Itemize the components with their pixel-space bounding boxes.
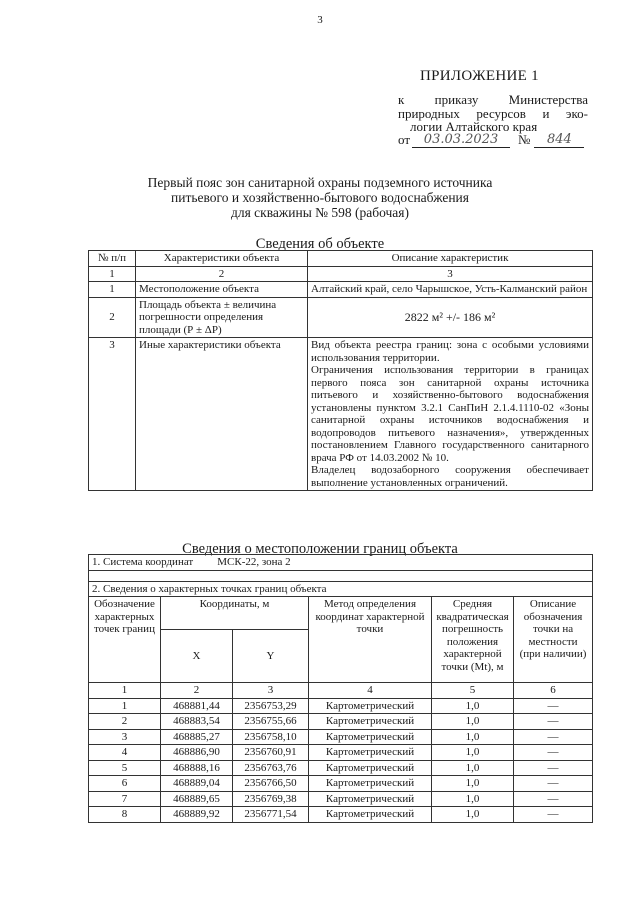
title-line: Первый пояс зон санитарной охраны подземного источника	[147, 175, 493, 190]
characteristic-name: Местоположение объекта	[136, 282, 308, 298]
table-row	[89, 297, 593, 338]
object-info-table	[88, 250, 593, 491]
row-number: 2	[89, 297, 136, 338]
header-number: 2	[136, 266, 308, 282]
coord-x: 468881,44	[161, 698, 233, 714]
header-cell: Обозначение характерных точек границ	[89, 597, 161, 683]
page-number: 3	[317, 14, 323, 26]
coord-y: 2356763,76	[233, 760, 309, 776]
method: Картометрический	[309, 714, 432, 730]
coord-x: 468888,16	[161, 760, 233, 776]
coord-system-row	[89, 555, 593, 571]
method: Картометрический	[309, 729, 432, 745]
table-row	[89, 776, 593, 792]
table-number-row	[89, 266, 593, 282]
method: Картометрический	[309, 760, 432, 776]
coord-y: 2356760,91	[233, 745, 309, 761]
header-cell: Описание характеристик	[308, 251, 593, 267]
method: Картометрический	[309, 745, 432, 761]
description: —	[514, 698, 593, 714]
points-label-row	[89, 581, 593, 597]
table-row	[89, 807, 593, 823]
table-header-row	[89, 597, 593, 630]
table-row	[89, 714, 593, 730]
description: —	[514, 760, 593, 776]
header-number: 5	[432, 683, 514, 699]
characteristic-value	[308, 338, 593, 491]
coord-system-value: МСК-22, зона 2	[217, 556, 291, 568]
point-id: 7	[89, 791, 161, 807]
description: —	[514, 714, 593, 730]
header-number: 1	[89, 266, 136, 282]
header-number: 4	[309, 683, 432, 699]
table-row	[89, 338, 593, 491]
title-line: для скважины № 598 (рабочая)	[230, 205, 410, 220]
appendix-line-3: логии Алтайского края	[410, 119, 538, 134]
header-cell: № п/п	[89, 251, 136, 267]
coord-y: 2356755,66	[233, 714, 309, 730]
table-number-row	[89, 683, 593, 699]
spacer-cell	[89, 570, 593, 581]
method: Картометрический	[309, 776, 432, 792]
header-cell: Координаты, м	[161, 597, 309, 630]
order-number: 844	[534, 133, 584, 148]
coord-system-cell	[89, 555, 593, 571]
header-cell: Средняя квадратическая погрешность положения характерной точки (Mt), м	[432, 597, 514, 683]
value-paragraph: Вид объекта реестра границ: зона с особыми условиями использования территории.	[311, 339, 589, 364]
header-cell-y: Y	[233, 630, 309, 683]
coord-y: 2356769,38	[233, 791, 309, 807]
accuracy: 1,0	[432, 745, 514, 761]
point-id: 3	[89, 729, 161, 745]
accuracy: 1,0	[432, 760, 514, 776]
point-id: 4	[89, 745, 161, 761]
points-label-cell: 2. Сведения о характерных точках границ объекта	[89, 581, 593, 597]
coord-y: 2356771,54	[233, 807, 309, 823]
coord-x: 468886,90	[161, 745, 233, 761]
method: Картометрический	[309, 807, 432, 823]
title-line: питьевого и хозяйственно-бытового водоснабжения	[171, 190, 469, 205]
header-cell-x: X	[161, 630, 233, 683]
row-number: 1	[89, 282, 136, 298]
point-id: 2	[89, 714, 161, 730]
appendix-word: Министерства	[508, 92, 588, 107]
appendix-word: к	[398, 92, 405, 107]
accuracy: 1,0	[432, 698, 514, 714]
table-row	[89, 791, 593, 807]
description: —	[514, 776, 593, 792]
appendix-word: приказу	[434, 92, 479, 107]
header-number: 6	[514, 683, 593, 699]
coord-x: 468889,65	[161, 791, 233, 807]
boundaries-title: Сведения о местоположении границ объекта	[182, 541, 458, 557]
coord-system-label: 1. Система координат	[92, 556, 194, 568]
appendix-word: и	[542, 106, 550, 121]
appendix-title: ПРИЛОЖЕНИЕ 1	[420, 68, 539, 84]
coord-x: 468889,04	[161, 776, 233, 792]
header-number: 3	[308, 266, 593, 282]
point-id: 6	[89, 776, 161, 792]
coord-x: 468883,54	[161, 714, 233, 730]
value-paragraph: Владелец водозаборного сооружения обеспечивает выполнение установленных ограничений.	[311, 464, 589, 489]
appendix-word: эко-	[565, 106, 588, 121]
accuracy: 1,0	[432, 807, 514, 823]
description: —	[514, 745, 593, 761]
boundary-points-table	[88, 554, 593, 823]
order-date: 03.03.2023	[412, 133, 510, 148]
value-paragraph: Ограничения использования территории в границах первого пояса зон санитарной охраны источника питьевого и хозяйственно-бытового водоснабжения установлены пунктом 3.2.1 СанПиН 2.1.4.1110-02 «Зоны санитарной охраны источников водоснабжения и водопроводов питьевого назначения», утвержденных постановлением Главного государственного санитарного врача РФ от 14.03.2002 № 10.	[311, 364, 589, 464]
appendix-line-4	[398, 132, 584, 148]
header-cell: Характеристики объекта	[136, 251, 308, 267]
characteristic-value: 2822 м² +/- 186 м²	[308, 297, 593, 338]
header-number: 3	[233, 683, 309, 699]
table-header-row	[89, 251, 593, 267]
document-title	[0, 175, 640, 220]
method: Картометрический	[309, 698, 432, 714]
table-row	[89, 282, 593, 298]
point-id: 5	[89, 760, 161, 776]
accuracy: 1,0	[432, 776, 514, 792]
coord-x: 468885,27	[161, 729, 233, 745]
appendix-word: ресурсов	[476, 106, 526, 121]
description: —	[514, 729, 593, 745]
table-row	[89, 729, 593, 745]
table-row	[89, 760, 593, 776]
point-id: 1	[89, 698, 161, 714]
appendix-word: природных	[398, 106, 460, 121]
characteristic-value: Алтайский край, село Чарышское, Усть-Калманский район	[308, 282, 593, 298]
number-label: №	[518, 132, 531, 147]
header-number: 2	[161, 683, 233, 699]
coord-y: 2356758,10	[233, 729, 309, 745]
table-row	[89, 698, 593, 714]
characteristic-name: Площадь объекта ± величина погрешности определения площади (Р ± ΔР)	[136, 297, 308, 338]
accuracy: 1,0	[432, 791, 514, 807]
characteristic-name: Иные характеристики объекта	[136, 338, 308, 491]
description: —	[514, 791, 593, 807]
spacer-row	[89, 570, 593, 581]
coord-y: 2356753,29	[233, 698, 309, 714]
description: —	[514, 807, 593, 823]
row-number: 3	[89, 338, 136, 491]
coord-x: 468889,92	[161, 807, 233, 823]
point-id: 8	[89, 807, 161, 823]
accuracy: 1,0	[432, 714, 514, 730]
header-number: 1	[89, 683, 161, 699]
method: Картометрический	[309, 791, 432, 807]
accuracy: 1,0	[432, 729, 514, 745]
object-info-title: Сведения об объекте	[255, 236, 385, 252]
coord-y: 2356766,50	[233, 776, 309, 792]
table-row	[89, 745, 593, 761]
header-cell: Описание обозначения точки на местности (при наличии)	[514, 597, 593, 683]
from-label: от	[398, 132, 411, 147]
header-cell: Метод определения координат характерной точки	[309, 597, 432, 683]
